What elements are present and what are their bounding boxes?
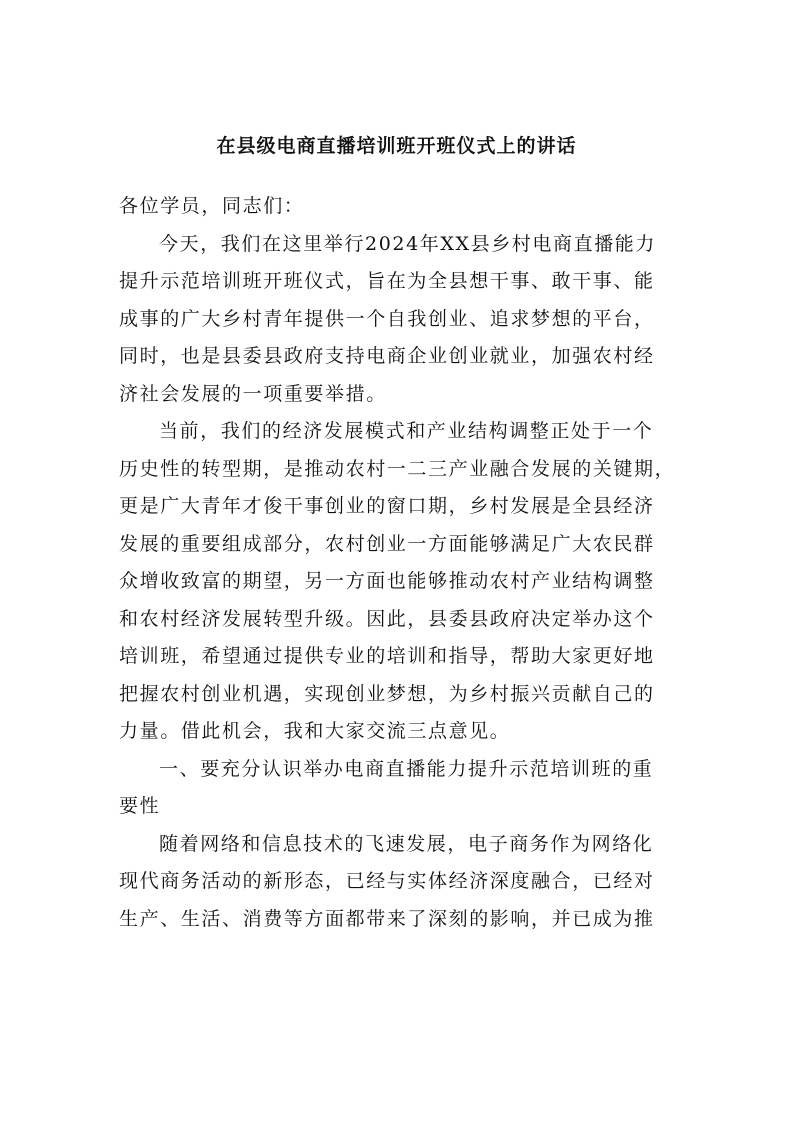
document-body	[119, 188, 679, 938]
text-line: 力量。借此机会，我和大家交流三点意见。	[119, 720, 511, 742]
text-line: 现代商务活动的新形态，已经与实体经济深度融合，已经对	[119, 870, 655, 892]
text-line: 更是广大青年才俊干事创业的窗口期，乡村发展是全县经济	[119, 495, 655, 517]
text-line: 生产、生活、消费等方面都带来了深刻的影响，并已成为推	[119, 907, 655, 930]
text-line: 提升示范培训班开班仪式，旨在为全县想干事、敢干事、能	[119, 270, 655, 292]
text-line: 随着网络和信息技术的飞速发展，电子商务作为网络化	[159, 832, 654, 855]
text-line: 成事的广大乡村青年提供一个自我创业、追求梦想的平台，	[119, 307, 655, 330]
text-line: 一、要充分认识举办电商直播能力提升示范培训班的重	[159, 757, 654, 780]
text-line: 济社会发展的一项重要举措。	[119, 382, 387, 405]
text-line: 发展的重要组成部分，农村创业一方面能够满足广大农民群	[119, 532, 655, 555]
text-line: 当前，我们的经济发展模式和产业结构调整正处于一个	[159, 420, 654, 442]
text-line: 今天，我们在这里举行2024年XX县乡村电商直播能力	[159, 232, 657, 255]
text-line: 同时，也是县委县政府支持电商企业创业就业，加强农村经	[119, 345, 655, 367]
text-line: 要性	[119, 795, 161, 817]
text-line: 各位学员，同志们：	[119, 195, 305, 217]
text-line: 众增收致富的期望，另一方面也能够推动农村产业结构调整	[119, 570, 655, 592]
document-title: 在县级电商直播培训班开班仪式上的讲话	[216, 135, 577, 157]
text-line: 历史性的转型期，是推动农村一二三产业融合发展的关键期，	[119, 457, 676, 480]
text-line: 培训班，希望通过提供专业的培训和指导，帮助大家更好地	[119, 645, 655, 667]
text-line: 和农村经济发展转型升级。因此，县委县政府决定举办这个	[119, 607, 655, 630]
text-line: 把握农村创业机遇，实现创业梦想，为乡村振兴贡献自己的	[119, 682, 655, 705]
